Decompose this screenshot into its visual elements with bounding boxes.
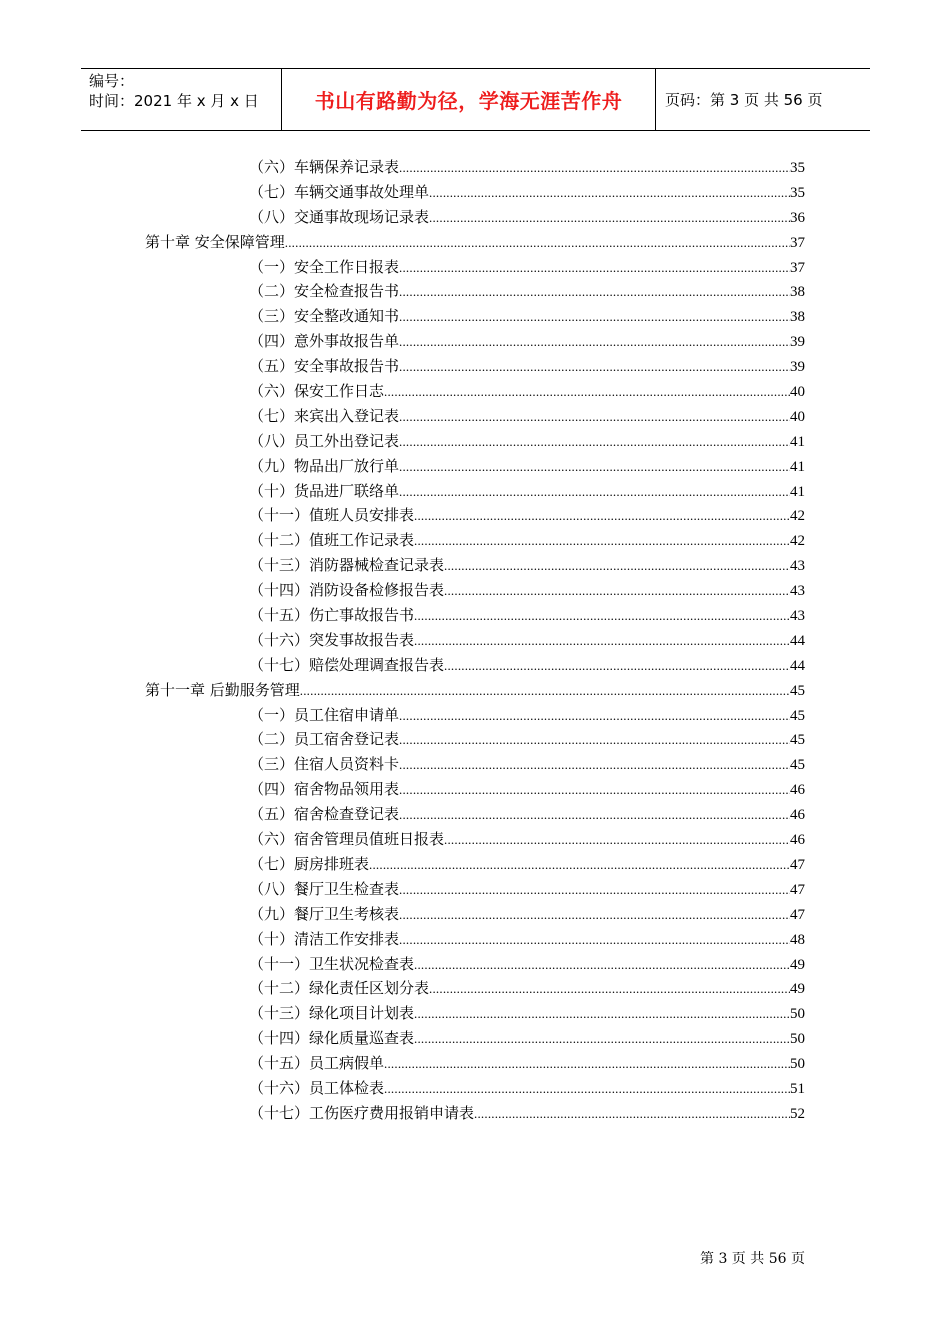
toc-entry-title: （十四）消防设备检修报告表 [249, 581, 445, 600]
toc-entry[interactable] [0, 155, 805, 180]
toc-dot-leader [399, 704, 790, 729]
toc-dot-leader [399, 430, 790, 455]
toc-entry-page: 45 [790, 682, 805, 699]
toc-dot-leader [399, 753, 790, 778]
toc-entry-title: （六）保安工作日志 [249, 382, 385, 401]
toc-entry-page: 45 [790, 757, 805, 774]
toc-entry-title: （十一）值班人员安排表 [249, 506, 415, 525]
toc-entry-title: （一）安全工作日报表 [249, 257, 400, 276]
toc-dot-leader [399, 280, 790, 305]
toc-entry-title: （一）员工住宿申请单 [249, 705, 400, 724]
toc-entry-page: 48 [790, 931, 805, 948]
toc-entry-title: （二）安全检查报告书 [249, 282, 400, 301]
toc-dot-leader [384, 1052, 790, 1077]
toc-dot-leader [429, 206, 790, 231]
toc-dot-leader [399, 405, 790, 430]
toc-entry[interactable] [0, 454, 805, 479]
toc-entry-page: 52 [790, 1105, 805, 1122]
toc-entry-page: 49 [790, 981, 805, 998]
table-of-contents [0, 155, 950, 1126]
toc-entry[interactable] [0, 304, 805, 329]
toc-entry-page: 45 [790, 732, 805, 749]
toc-chapter-entry[interactable] [0, 678, 805, 703]
toc-entry[interactable] [0, 255, 805, 280]
toc-entry[interactable] [0, 1051, 805, 1076]
toc-entry[interactable] [0, 503, 805, 528]
header-page-number: 页码：第 3 页 共 56 页 [665, 91, 823, 109]
toc-entry[interactable] [0, 777, 805, 802]
toc-entry-title: （十）清洁工作安排表 [249, 929, 400, 948]
toc-entry-title: （八）交通事故现场记录表 [249, 207, 430, 226]
toc-entry-page: 39 [790, 334, 805, 351]
toc-dot-leader [369, 853, 790, 878]
toc-entry[interactable] [0, 1001, 805, 1026]
toc-entry-page: 44 [790, 657, 805, 674]
toc-dot-leader [399, 728, 790, 753]
toc-dot-leader [414, 629, 790, 654]
toc-entry-title: （十六）突发事故报告表 [249, 630, 415, 649]
toc-entry-title: 第十章 安全保障管理 [145, 232, 285, 251]
toc-entry-title: （四）意外事故报告单 [249, 332, 400, 351]
toc-entry-title: （十七）工伤医疗费用报销申请表 [249, 1103, 475, 1122]
toc-entry-page: 43 [790, 583, 805, 600]
header-meta [81, 69, 282, 130]
toc-dot-leader [474, 1102, 790, 1127]
toc-entry-title: （十三）绿化项目计划表 [249, 1004, 415, 1023]
toc-dot-leader [399, 928, 790, 953]
toc-dot-leader [414, 953, 790, 978]
toc-entry-title: （五）宿舍检查登记表 [249, 805, 400, 824]
toc-dot-leader [399, 778, 790, 803]
toc-entry-title: （十六）员工体检表 [249, 1078, 385, 1097]
toc-entry[interactable] [0, 852, 805, 877]
toc-dot-leader [399, 355, 790, 380]
toc-entry-page: 38 [790, 284, 805, 301]
toc-dot-leader [399, 455, 790, 480]
toc-entry[interactable] [0, 1076, 805, 1101]
document-date: 时间：2021 年 x 月 x 日 [89, 92, 259, 110]
toc-dot-leader [414, 529, 790, 554]
toc-entry[interactable] [0, 180, 805, 205]
toc-dot-leader [399, 878, 790, 903]
toc-entry-page: 50 [790, 1006, 805, 1023]
toc-entry-page: 37 [790, 259, 805, 276]
footer-page-number: 第 3 页 共 56 页 [700, 1251, 805, 1267]
toc-entry-title: （二）员工宿舍登记表 [249, 730, 400, 749]
toc-dot-leader [414, 1027, 790, 1052]
toc-entry[interactable] [0, 279, 805, 304]
toc-entry-title: （七）车辆交通事故处理单 [249, 182, 430, 201]
toc-entry-page: 41 [790, 433, 805, 450]
toc-dot-leader [399, 305, 790, 330]
toc-entry-title: （十五）伤亡事故报告书 [249, 606, 415, 625]
toc-dot-leader [399, 156, 790, 181]
toc-entry[interactable] [0, 429, 805, 454]
toc-entry-title: （十一）卫生状况检查表 [249, 954, 415, 973]
toc-entry-title: （七）来宾出入登记表 [249, 406, 400, 425]
toc-entry-page: 38 [790, 309, 805, 326]
toc-entry-page: 40 [790, 408, 805, 425]
toc-entry-title: （十七）赔偿处理调查报告表 [249, 655, 445, 674]
toc-entry-page: 49 [790, 956, 805, 973]
toc-entry-page: 46 [790, 782, 805, 799]
toc-dot-leader [384, 1077, 790, 1102]
toc-entry-title: （三）住宿人员资料卡 [249, 755, 400, 774]
toc-dot-leader [414, 1002, 790, 1027]
toc-entry[interactable] [0, 902, 805, 927]
toc-entry[interactable] [0, 553, 805, 578]
toc-entry[interactable] [0, 927, 805, 952]
page-header [81, 68, 870, 131]
toc-entry-page: 43 [790, 608, 805, 625]
toc-entry[interactable] [0, 827, 805, 852]
toc-entry-page: 46 [790, 832, 805, 849]
toc-entry-page: 43 [790, 558, 805, 575]
toc-dot-leader [399, 903, 790, 928]
toc-entry-title: （六）宿舍管理员值班日报表 [249, 830, 445, 849]
toc-dot-leader [444, 554, 790, 579]
toc-entry[interactable] [0, 603, 805, 628]
toc-dot-leader [444, 828, 790, 853]
toc-entry[interactable] [0, 329, 805, 354]
toc-dot-leader [399, 480, 790, 505]
toc-entry-page: 42 [790, 508, 805, 525]
toc-entry[interactable] [0, 802, 805, 827]
toc-dot-leader [399, 330, 790, 355]
toc-entry[interactable] [0, 205, 805, 230]
toc-entry[interactable] [0, 1026, 805, 1051]
toc-dot-leader [300, 679, 790, 704]
toc-entry-page: 50 [790, 1056, 805, 1073]
toc-entry-title: （十）货品进厂联络单 [249, 481, 400, 500]
toc-entry[interactable] [0, 528, 805, 553]
toc-entry-page: 46 [790, 807, 805, 824]
toc-entry[interactable] [0, 628, 805, 653]
toc-entry-page: 39 [790, 359, 805, 376]
toc-entry-page: 35 [790, 184, 805, 201]
toc-dot-leader [429, 977, 790, 1002]
toc-entry-title: （十四）绿化质量巡查表 [249, 1029, 415, 1048]
toc-entry-title: （九）物品出厂放行单 [249, 456, 400, 475]
toc-entry[interactable] [0, 703, 805, 728]
toc-entry[interactable] [0, 578, 805, 603]
toc-entry-page: 42 [790, 533, 805, 550]
toc-entry-title: 第十一章 后勤服务管理 [145, 680, 300, 699]
toc-entry[interactable] [0, 354, 805, 379]
toc-entry-page: 40 [790, 384, 805, 401]
toc-entry-page: 51 [790, 1080, 805, 1097]
toc-entry-page: 41 [790, 483, 805, 500]
toc-entry-page: 41 [790, 458, 805, 475]
toc-dot-leader [384, 380, 790, 405]
toc-entry[interactable] [0, 976, 805, 1001]
toc-entry[interactable] [0, 752, 805, 777]
toc-entry-page: 35 [790, 160, 805, 176]
document-number-label: 编号： [89, 72, 135, 90]
toc-entry-title: （十五）员工病假单 [249, 1054, 385, 1073]
toc-dot-leader [399, 256, 790, 281]
toc-entry-title: （十三）消防器械检查记录表 [249, 556, 445, 575]
toc-entry[interactable] [0, 479, 805, 504]
toc-dot-leader [285, 231, 790, 256]
toc-entry-page: 47 [790, 881, 805, 898]
toc-entry-title: （六）车辆保养记录表 [249, 158, 400, 176]
toc-entry-page: 45 [790, 707, 805, 724]
toc-entry-page: 47 [790, 906, 805, 923]
toc-entry[interactable] [0, 404, 805, 429]
toc-entry-title: （八）员工外出登记表 [249, 431, 400, 450]
toc-entry-title: （五）安全事故报告书 [249, 357, 400, 376]
toc-entry[interactable] [0, 653, 805, 678]
toc-dot-leader [444, 654, 790, 679]
toc-entry-page: 36 [790, 209, 805, 226]
toc-chapter-entry[interactable] [0, 230, 805, 255]
toc-entry[interactable] [0, 379, 805, 404]
toc-entry[interactable] [0, 1101, 805, 1126]
toc-dot-leader [414, 504, 790, 529]
toc-dot-leader [429, 181, 790, 206]
toc-entry[interactable] [0, 877, 805, 902]
toc-dot-leader [444, 579, 790, 604]
toc-entry-page: 44 [790, 632, 805, 649]
toc-entry[interactable] [0, 727, 805, 752]
toc-entry-title: （九）餐厅卫生考核表 [249, 904, 400, 923]
header-motto: 书山有路勤为径，学海无涯苦作舟 [282, 69, 656, 130]
toc-entry-title: （三）安全整改通知书 [249, 307, 400, 326]
toc-dot-leader [414, 604, 790, 629]
toc-entry-title: （七）厨房排班表 [249, 854, 370, 873]
toc-entry[interactable] [0, 952, 805, 977]
toc-entry-page: 37 [790, 234, 805, 251]
toc-entry-page: 50 [790, 1031, 805, 1048]
toc-entry-page: 47 [790, 856, 805, 873]
toc-entry-title: （十二）值班工作记录表 [249, 531, 415, 550]
toc-dot-leader [399, 803, 790, 828]
toc-entry-title: （八）餐厅卫生检查表 [249, 879, 400, 898]
toc-entry-title: （四）宿舍物品领用表 [249, 780, 400, 799]
toc-entry-title: （十二）绿化责任区划分表 [249, 979, 430, 998]
